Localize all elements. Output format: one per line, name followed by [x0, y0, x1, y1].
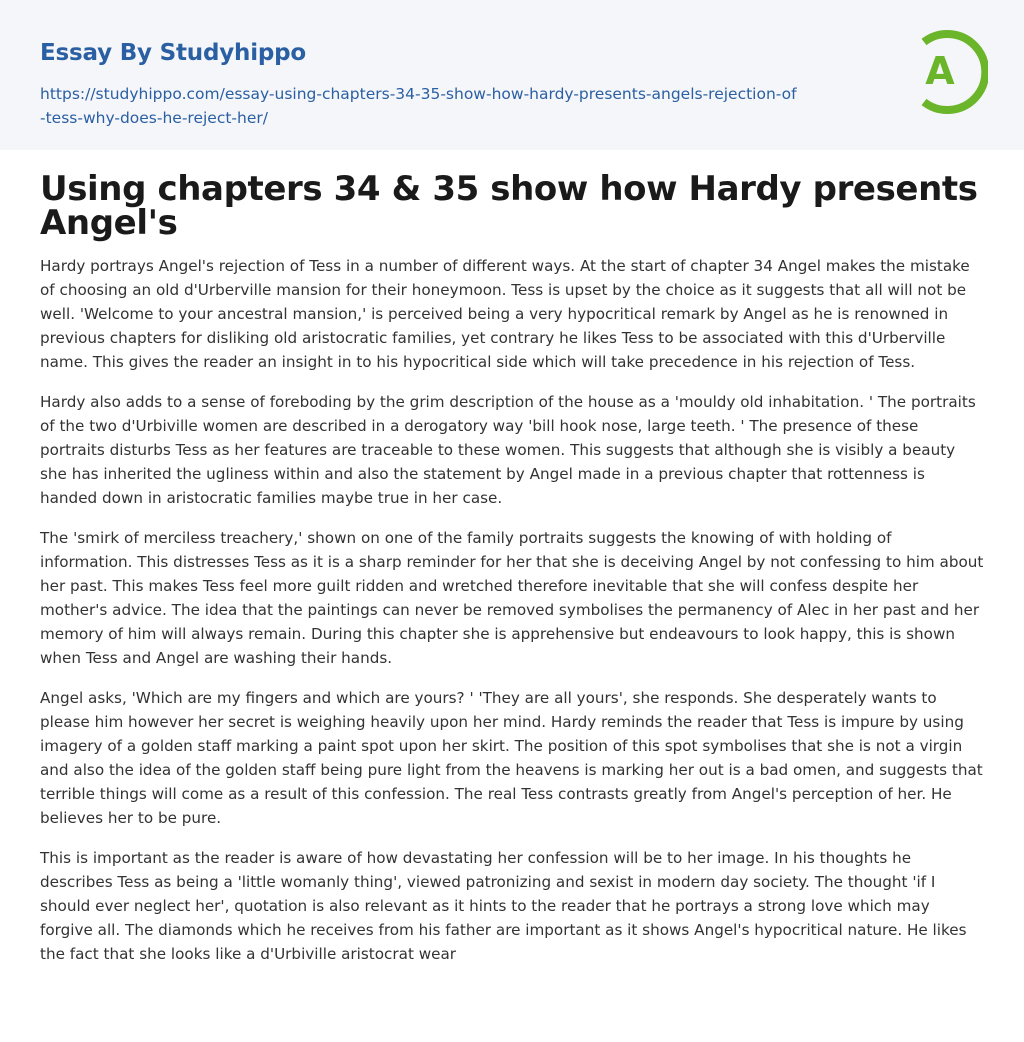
article-paragraph-1: Hardy portrays Angel's rejection of Tess in a number of different ways. At the start of chapter 34 Angel makes the mistake of choosing an old d'Urberville mansion for their honeymoon. Tess is upset by the choice as it suggests that all will not be well. 'Welcome to your ancestral mansion,' is perceived being a very hypocritical remark by Angel as he is renowned in previous chapters for disliking old aristocratic families, yet contrary he likes Tess to be associated with this d'Urberville name. This gives the reader an insight in to his hypocritical side which will take precedence in his rejection of Tess.: [40, 257, 970, 371]
article-title: Using chapters 34 & 35 show how Hardy presents Angel's: [40, 169, 978, 243]
site-header: [0, 0, 1024, 150]
site-brand[interactable]: Essay By Studyhippo: [40, 40, 307, 66]
logo-letter: A: [925, 49, 955, 93]
source-url-link[interactable]: https://studyhippo.com/essay-using-chapters-34-35-show-how-hardy-presents-angels-rejection-of-tess-why-does-he-reject-her/: [40, 85, 797, 127]
article-paragraph-2: Hardy also adds to a sense of foreboding by the grim description of the house as a 'mouldy old inhabitation. ' The portraits of the two d'Urbiville women are described in a derogatory way 'bill hook nose, large teeth. ' The presence of these portraits disturbs Tess as her features are traceable to these women. This suggests that although she is visibly a beauty she has inherited the ugliness within and also the statement by Angel made in a previous chapter that rottenness is handed down in aristocratic families maybe true in her case.: [40, 393, 976, 507]
article-paragraph-5: This is important as the reader is aware of how devastating her confession will be to her image. In his thoughts he describes Tess as being a 'little womanly thing', viewed patronizing and sexist in modern day society. The thought 'if I should ever neglect her', quotation is also relevant as it hints to the reader that he portrays a strong love which may forgive all. The diamonds which he receives from his father are important as it shows Angel's hypocritical nature. He likes the fact that she looks like a d'Urbiville aristocrat wear: [40, 849, 967, 963]
article: [40, 169, 984, 982]
article-paragraph-4: Angel asks, 'Which are my fingers and which are yours? ' 'They are all yours', she responds. She desperately wants to please him however her secret is weighing heavily upon her mind. Hardy reminds the reader that Tess is impure by using imagery of a golden staff marking a paint spot upon her skirt. The position of this spot symbolises that she is not a virgin and also the idea of the golden staff being pure light from the heavens is marking her out is a bad omen, and suggests that terrible things will come as a result of this confession. The real Tess contrasts greatly from Angel's perception of her. He believes her to be pure.: [40, 689, 983, 827]
studyhippo-logo-icon[interactable]: [912, 28, 988, 116]
article-paragraph-3: The 'smirk of merciless treachery,' shown on one of the family portraits suggests the knowing of with holding of information. This distresses Tess as it is a sharp reminder for her that she is deceiving Angel by not confessing to him about her past. This makes Tess feel more guilt ridden and wretched therefore inevitable that she will confess despite her mother's advice. The idea that the paintings can never be removed symbolises the permanency of Alec in her past and her memory of him will always remain. During this chapter she is apprehensive but endeavours to look happy, this is shown when Tess and Angel are washing their hands.: [40, 529, 984, 667]
